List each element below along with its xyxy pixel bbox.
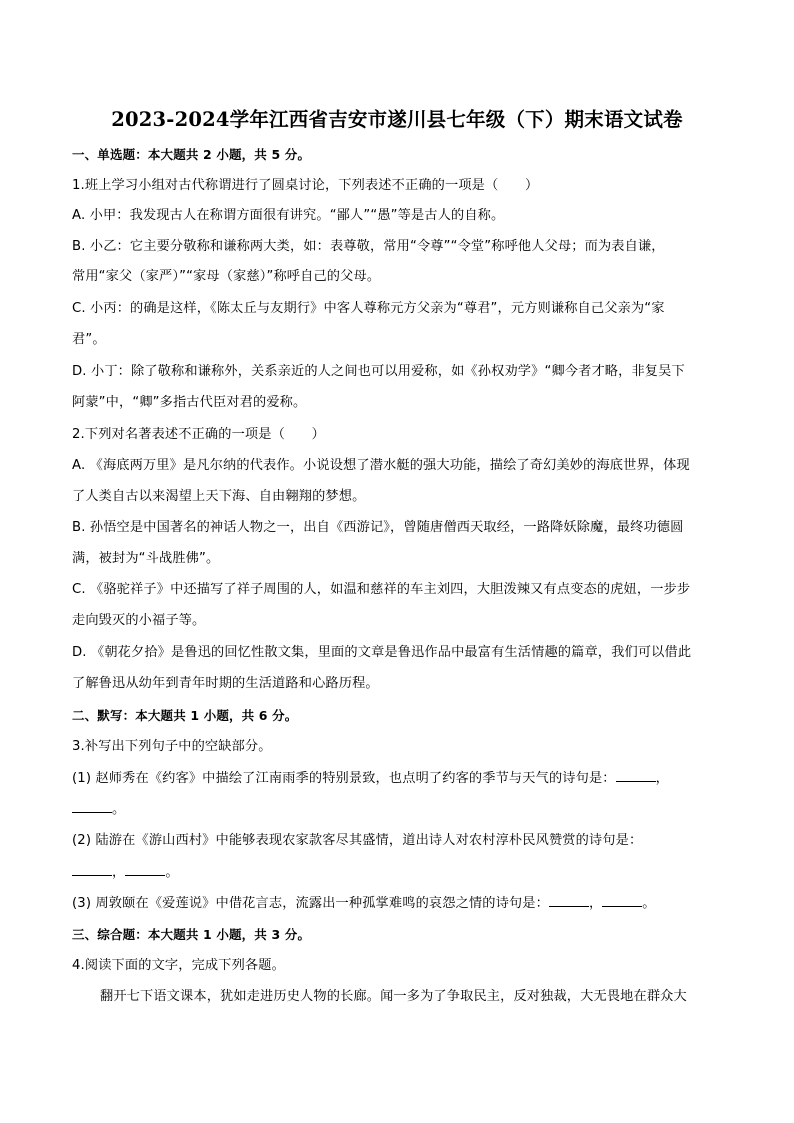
question-4-stem: 4.阅读下面的文字，完成下列各题。: [72, 958, 285, 973]
question-2-option-c-cont: 走向毁灭的小福子等。: [72, 613, 206, 628]
answer-blank[interactable]: [602, 894, 642, 907]
reading-passage-paragraph: 翻开七下语文课本，犹如走进历史人物的长廊。闻一多为了争取民主，反对独裁，大无畏地在群众大: [100, 989, 687, 1004]
question-3-part-1-text: (1) 赵师秀在《约客》中描绘了江南雨季的特别景致，也点明了约客的季节与天气的诗句是：: [72, 771, 616, 786]
question-3-part-3: [72, 894, 656, 913]
question-2-option-b-cont: 满，被封为“斗战胜佛”。: [72, 551, 220, 566]
comma: ，: [655, 771, 669, 786]
period: 。: [642, 896, 656, 911]
question-1-option-b: B. 小乙：它主要分敬称和谦称两大类，如：表尊敬，常用“令尊”“令堂”称呼他人父母；而为表自谦，: [72, 239, 665, 254]
question-1-option-d: D. 小丁：除了敬称和谦称外，关系亲近的人之间也可以用爱称，如《孙权劝学》“卿今者才略，非复吴下: [72, 364, 685, 379]
period: 。: [165, 865, 179, 880]
question-3-part-2-cont: [72, 863, 179, 882]
question-3-part-1: [72, 769, 669, 788]
answer-blank[interactable]: [125, 863, 165, 876]
question-1-stem: 1.班上学习小组对古代称谓进行了圆桌讨论，下列表述不正确的一项是（ ）: [72, 178, 539, 193]
question-2-stem: 2.下列对名著表述不正确的一项是（ ）: [72, 427, 325, 442]
comma: ，: [112, 865, 126, 880]
question-1-option-b-cont: 常用“家父（家严）”“家母（家慈）”称呼自己的父母。: [72, 269, 381, 284]
question-1-option-d-cont: 阿蒙”中，“卿”多指古代臣对君的爱称。: [72, 395, 307, 410]
question-3-part-1-cont: [72, 800, 125, 819]
question-3-part-2: (2) 陆游在《游山西村》中能够表现农家款客尽其盛情，道出诗人对农村淳朴民风赞赏的诗句是：: [72, 833, 643, 848]
answer-blank[interactable]: [72, 800, 112, 813]
question-3-stem: 3.补写出下列句子中的空缺部分。: [72, 739, 272, 754]
section-heading-2: 二、默写：本大题共 1 小题，共 6 分。: [72, 708, 298, 723]
section-heading-3: 三、综合题：本大题共 1 小题，共 3 分。: [72, 927, 311, 942]
question-1-option-c: C. 小丙：的确是这样，《陈太丘与友期行》中客人尊称元方父亲为“尊君”，元方则谦称自己父亲为“家: [72, 301, 665, 316]
question-2-option-c: C. 《骆驼祥子》中还描写了祥子周围的人，如温和慈祥的车主刘四，大胆泼辣又有点变态的虎妞，一步步: [72, 582, 691, 597]
answer-blank[interactable]: [549, 894, 589, 907]
question-2-option-d-cont: 了解鲁迅从幼年到青年时期的生活道路和心路历程。: [72, 676, 379, 691]
question-1-option-a: A. 小甲：我发现古人在称谓方面很有讲究。“鄙人”“愚”等是古人的自称。: [72, 208, 505, 223]
comma: ，: [588, 896, 603, 911]
exam-title: 2023-2024学年江西省吉安市遂川县七年级（下）期末语文试卷: [111, 108, 683, 131]
question-1-option-c-cont: 君”。: [72, 332, 106, 347]
question-2-option-b: B. 孙悟空是中国著名的神话人物之一，出自《西游记》，曾随唐僧西天取经，一路降妖除魔，最终功德圆: [72, 520, 684, 535]
question-2-option-d: D. 《朝花夕拾》是鲁迅的回忆性散文集，里面的文章是鲁迅作品中最富有生活情趣的篇章，我们可以借此: [72, 645, 692, 660]
period: 。: [112, 802, 126, 817]
question-3-part-3-text: (3) 周敦颐在《爱莲说》中借花言志，流露出一种孤掌难鸣的哀怨之情的诗句是：: [72, 896, 549, 911]
question-2-option-a-cont: 了人类自古以来渴望上天下海、自由翱翔的梦想。: [72, 489, 366, 504]
answer-blank[interactable]: [72, 863, 112, 876]
section-heading-1: 一、单选题：本大题共 2 小题，共 5 分。: [72, 147, 311, 162]
question-2-option-a: A. 《海底两万里》是凡尔纳的代表作。小说设想了潜水艇的强大功能，描绘了奇幻美妙的海底世界，体现: [72, 458, 690, 473]
answer-blank[interactable]: [616, 769, 656, 782]
